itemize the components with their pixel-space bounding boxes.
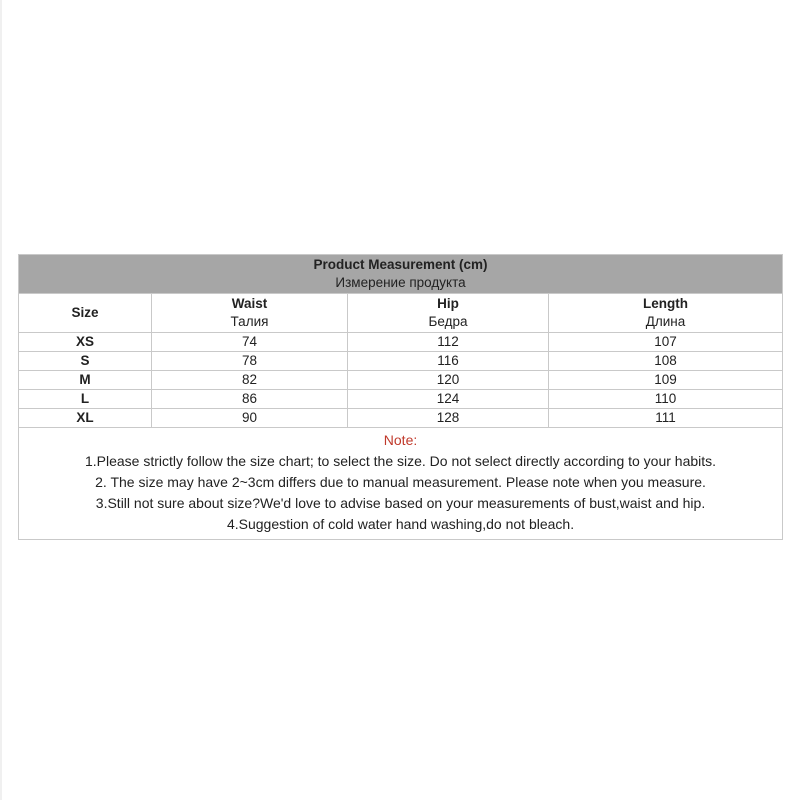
- column-header-length-ru: Длина: [645, 314, 686, 329]
- hip-cell: 128: [348, 409, 549, 428]
- table-row: [19, 371, 783, 390]
- hip-cell: 120: [348, 371, 549, 390]
- column-header-waist: [152, 294, 348, 333]
- note-title: Note:: [383, 432, 418, 448]
- column-header-waist-en: Waist: [231, 296, 268, 311]
- note-line-2: 2. The size may have 2~3cm differs due to manual measurement. Please note when you measure.: [95, 474, 706, 490]
- note-line-4: 4.Suggestion of cold water hand washing,do not bleach.: [226, 516, 575, 532]
- length-cell: 110: [549, 390, 783, 409]
- waist-cell: 86: [152, 390, 348, 409]
- column-header-row: [19, 294, 783, 333]
- waist-cell: 74: [152, 333, 348, 352]
- size-cell: XL: [19, 409, 152, 428]
- column-header-hip-en: Hip: [437, 296, 459, 311]
- length-cell: 111: [549, 409, 783, 428]
- column-header-hip: [348, 294, 549, 333]
- waist-cell: 82: [152, 371, 348, 390]
- column-header-size-label: Size: [71, 305, 99, 320]
- table-subtitle: Измерение продукта: [335, 275, 466, 290]
- note-line-3: 3.Still not sure about size?We'd love to advise based on your measurements of bust,waist and hip.: [95, 495, 706, 511]
- size-cell: M: [19, 371, 152, 390]
- column-header-length-en: Length: [643, 296, 689, 311]
- size-cell: S: [19, 352, 152, 371]
- note-line-1: 1.Please strictly follow the size chart; to select the size. Do not select directly according to your habits.: [84, 453, 717, 469]
- waist-cell: 78: [152, 352, 348, 371]
- length-cell: 108: [549, 352, 783, 371]
- size-chart-card: [18, 254, 782, 540]
- table-row: [19, 333, 783, 352]
- hip-cell: 112: [348, 333, 549, 352]
- size-chart-table: [18, 254, 783, 540]
- table-row: [19, 352, 783, 371]
- column-header-hip-ru: Бедра: [428, 314, 468, 329]
- notes-cell: [19, 428, 783, 540]
- column-header-waist-ru: Талия: [230, 314, 269, 329]
- size-cell: L: [19, 390, 152, 409]
- hip-cell: 116: [348, 352, 549, 371]
- length-cell: 109: [549, 371, 783, 390]
- waist-cell: 90: [152, 409, 348, 428]
- page-edge-divider: [0, 0, 2, 800]
- column-header-size: [19, 294, 152, 333]
- table-row: [19, 390, 783, 409]
- table-title-cell: [19, 255, 783, 294]
- length-cell: 107: [549, 333, 783, 352]
- size-cell: XS: [19, 333, 152, 352]
- hip-cell: 124: [348, 390, 549, 409]
- table-row: [19, 409, 783, 428]
- notes-row: [19, 428, 783, 540]
- column-header-length: [549, 294, 783, 333]
- table-title-row: [19, 255, 783, 294]
- table-title: Product Measurement (cm): [313, 257, 488, 272]
